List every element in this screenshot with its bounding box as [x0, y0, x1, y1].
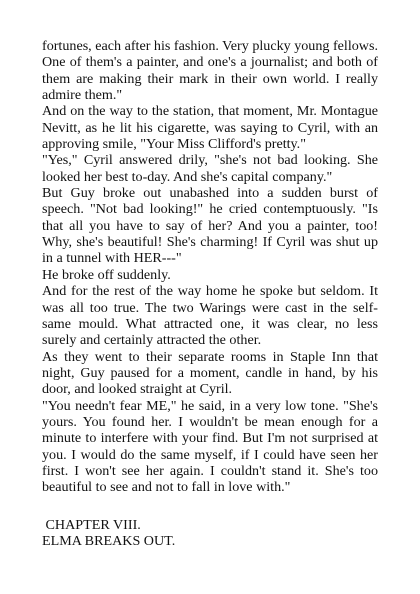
paragraph: And on the way to the station, that moment, Mr. Montague Nevitt, as he lit his cigarette, was saying to Cyril, with an approving smile, "Your Miss Clifford's pretty.": [42, 103, 378, 153]
paragraph: But Guy broke out unabashed into a sudden burst of speech. "Not bad looking!" he cried contemptuously. "Is that all you have to say of her? And you a painter, too! Why, she's beautiful! She's charming! If Cyril was shut up in a tunnel with HER---": [42, 185, 378, 267]
chapter-number: CHAPTER VIII.: [42, 517, 141, 533]
paragraph: He broke off suddenly.: [42, 266, 171, 283]
paragraph: And for the rest of the way home he spoke but seldom. It was all too true. The two Warings were cast in the self-same mould. What attracted one, it was clear, no less surely and certainly attracted the other.: [42, 283, 378, 349]
chapter-title: ELMA BREAKS OUT.: [42, 533, 176, 550]
paragraph: fortunes, each after his fashion. Very plucky young fellows. One of them's a painter, and one's a journalist; and both of them are making their mark in their own world. I really admire them.": [42, 38, 378, 104]
paragraph: As they went to their separate rooms in Staple Inn that night, Guy paused for a moment, candle in hand, by his door, and looked straight at Cyril.: [42, 348, 378, 398]
page-body: [42, 38, 378, 496]
paragraph: "Yes," Cyril answered drily, "she's not bad looking. She looked her best to-day. And she's capital company.": [42, 152, 378, 185]
paragraph: "You needn't fear ME," he said, in a very low tone. "She's yours. You found her. I wouldn't be mean enough for a minute to interfere with your find. But I'm not surprised at you. I would do the same myself, if I could have seen her first. I won't see her again. I couldn't stand it. She's too beautiful to see and not to fall in love with.": [42, 397, 378, 496]
chapter-heading: [42, 517, 378, 550]
